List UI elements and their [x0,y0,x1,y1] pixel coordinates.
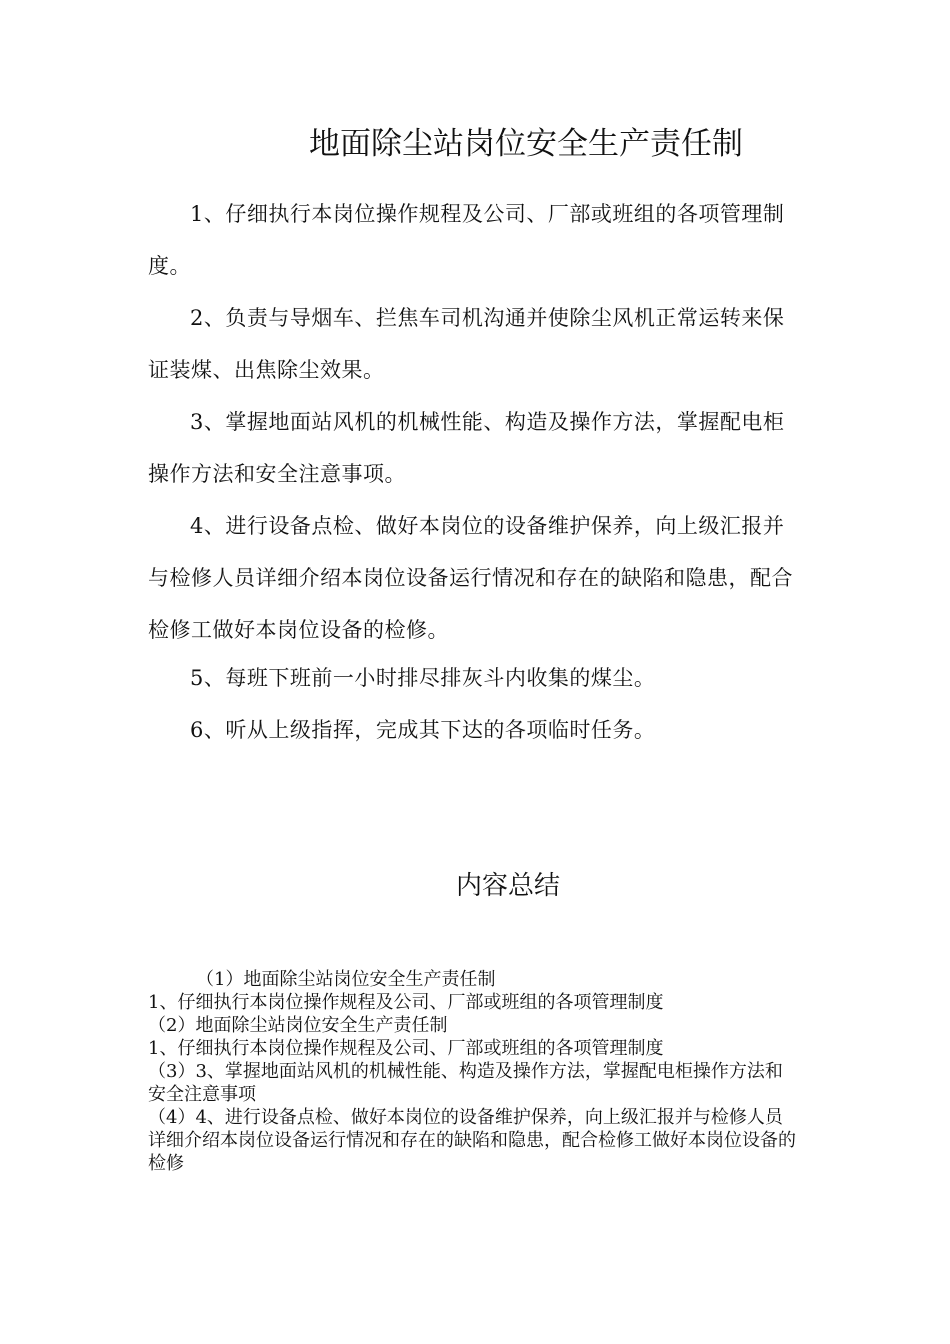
document-title: 地面除尘站岗位安全生产责任制 [309,126,743,162]
summary-line-3: （2）地面除尘站岗位安全生产责任制 [148,1015,448,1036]
summary-line-1: （1）地面除尘站岗位安全生产责任制 [196,969,496,990]
paragraph-1: 1、仔细执行本岗位操作规程及公司、厂部或班组的各项管理制度。 [148,202,785,278]
summary-line-5: （3）3、掌握地面站风机的机械性能、构造及操作方法，掌握配电柜操作方法和安全注意事项 [148,1061,783,1105]
summary-line-2: 1、仔细执行本岗位操作规程及公司、厂部或班组的各项管理制度 [148,992,664,1013]
summary-title: 内容总结 [455,871,560,901]
paragraph-2: 2、负责与导烟车、拦焦车司机沟通并使除尘风机正常运转来保证装煤、出焦除尘效果。 [148,306,785,382]
paragraph-3: 3、掌握地面站风机的机械性能、构造及操作方法，掌握配电柜操作方法和安全注意事项。 [148,410,785,486]
paragraph-5: 5、每班下班前一小时排尽排灰斗内收集的煤尘。 [190,666,656,690]
paragraph-4: 4、进行设备点检、做好本岗位的设备维护保养，向上级汇报并与检修人员详细介绍本岗位设备运行情况和存在的缺陷和隐患，配合检修工做好本岗位设备的检修。 [148,514,793,642]
summary-line-6: （4）4、进行设备点检、做好本岗位的设备维护保养，向上级汇报并与检修人员详细介绍本岗位设备运行情况和存在的缺陷和隐患，配合检修工做好本岗位设备的检修 [148,1107,796,1174]
summary-line-4: 1、仔细执行本岗位操作规程及公司、厂部或班组的各项管理制度 [148,1038,664,1059]
summary-block [148,968,798,1175]
paragraph-6: 6、听从上级指挥，完成其下达的各项临时任务。 [190,718,656,742]
